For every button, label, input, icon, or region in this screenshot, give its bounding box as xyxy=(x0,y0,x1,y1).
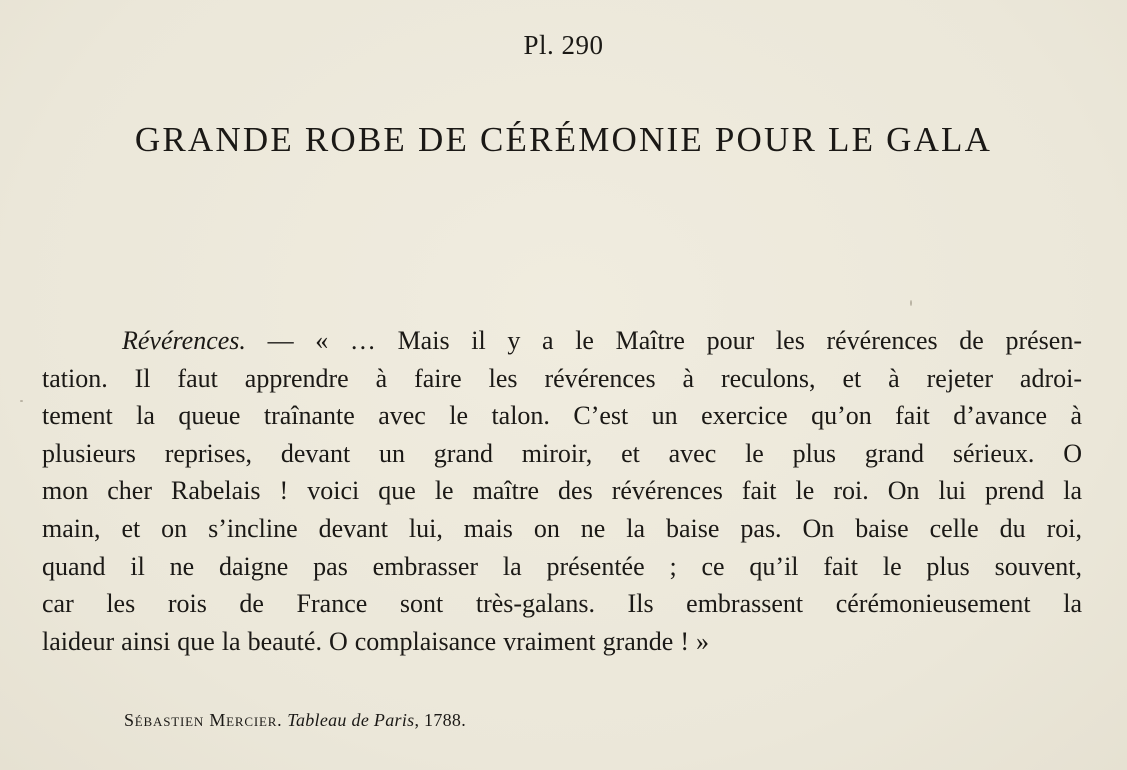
paragraph-line: tement la queue traînante avec le talon. C’est un exercice qu’on fait d’avance à xyxy=(42,401,1082,431)
paragraph-line: plusieurs reprises, devant un grand miroir, et avec le plus grand sérieux. O xyxy=(42,438,1082,468)
paragraph-line xyxy=(42,322,1082,360)
paragraph-line: laideur ainsi que la beauté. O complaisance vraiment grande ! » xyxy=(42,626,710,656)
plate-number: Pl. 290 xyxy=(523,30,604,60)
paragraph-line: mon cher Rabelais ! voici que le maître des révérences fait le roi. On lui prend la xyxy=(42,476,1082,506)
source-author: Sébastien Mercier. xyxy=(124,710,283,730)
paragraph-line: quand il ne daigne pas embrasser la présentée ; ce qu’il fait le plus souvent, xyxy=(42,551,1082,581)
source-work: Tableau de Paris xyxy=(287,710,415,730)
paper-speck xyxy=(910,300,912,306)
section-heading: Révérences. xyxy=(122,326,246,355)
source-citation xyxy=(124,710,466,731)
paragraph-line: main, et on s’incline devant lui, mais on ne la baise pas. On baise celle du roi, xyxy=(42,513,1082,543)
paragraph-line: tation. Il faut apprendre à faire les révérences à reculons, et à rejeter adroi- xyxy=(42,363,1082,393)
page-title: GRANDE ROBE DE CÉRÉMONIE POUR LE GALA xyxy=(134,120,993,159)
line-text: — « … Mais il y a le Maître pour les révérences de présen- xyxy=(245,326,1082,355)
quotation-paragraph xyxy=(42,322,1082,660)
paper-speck xyxy=(20,400,23,402)
source-year: , 1788. xyxy=(414,710,467,730)
paragraph-line: car les rois de France sont très-galans. Ils embrassent cérémonieusement la xyxy=(42,589,1082,619)
